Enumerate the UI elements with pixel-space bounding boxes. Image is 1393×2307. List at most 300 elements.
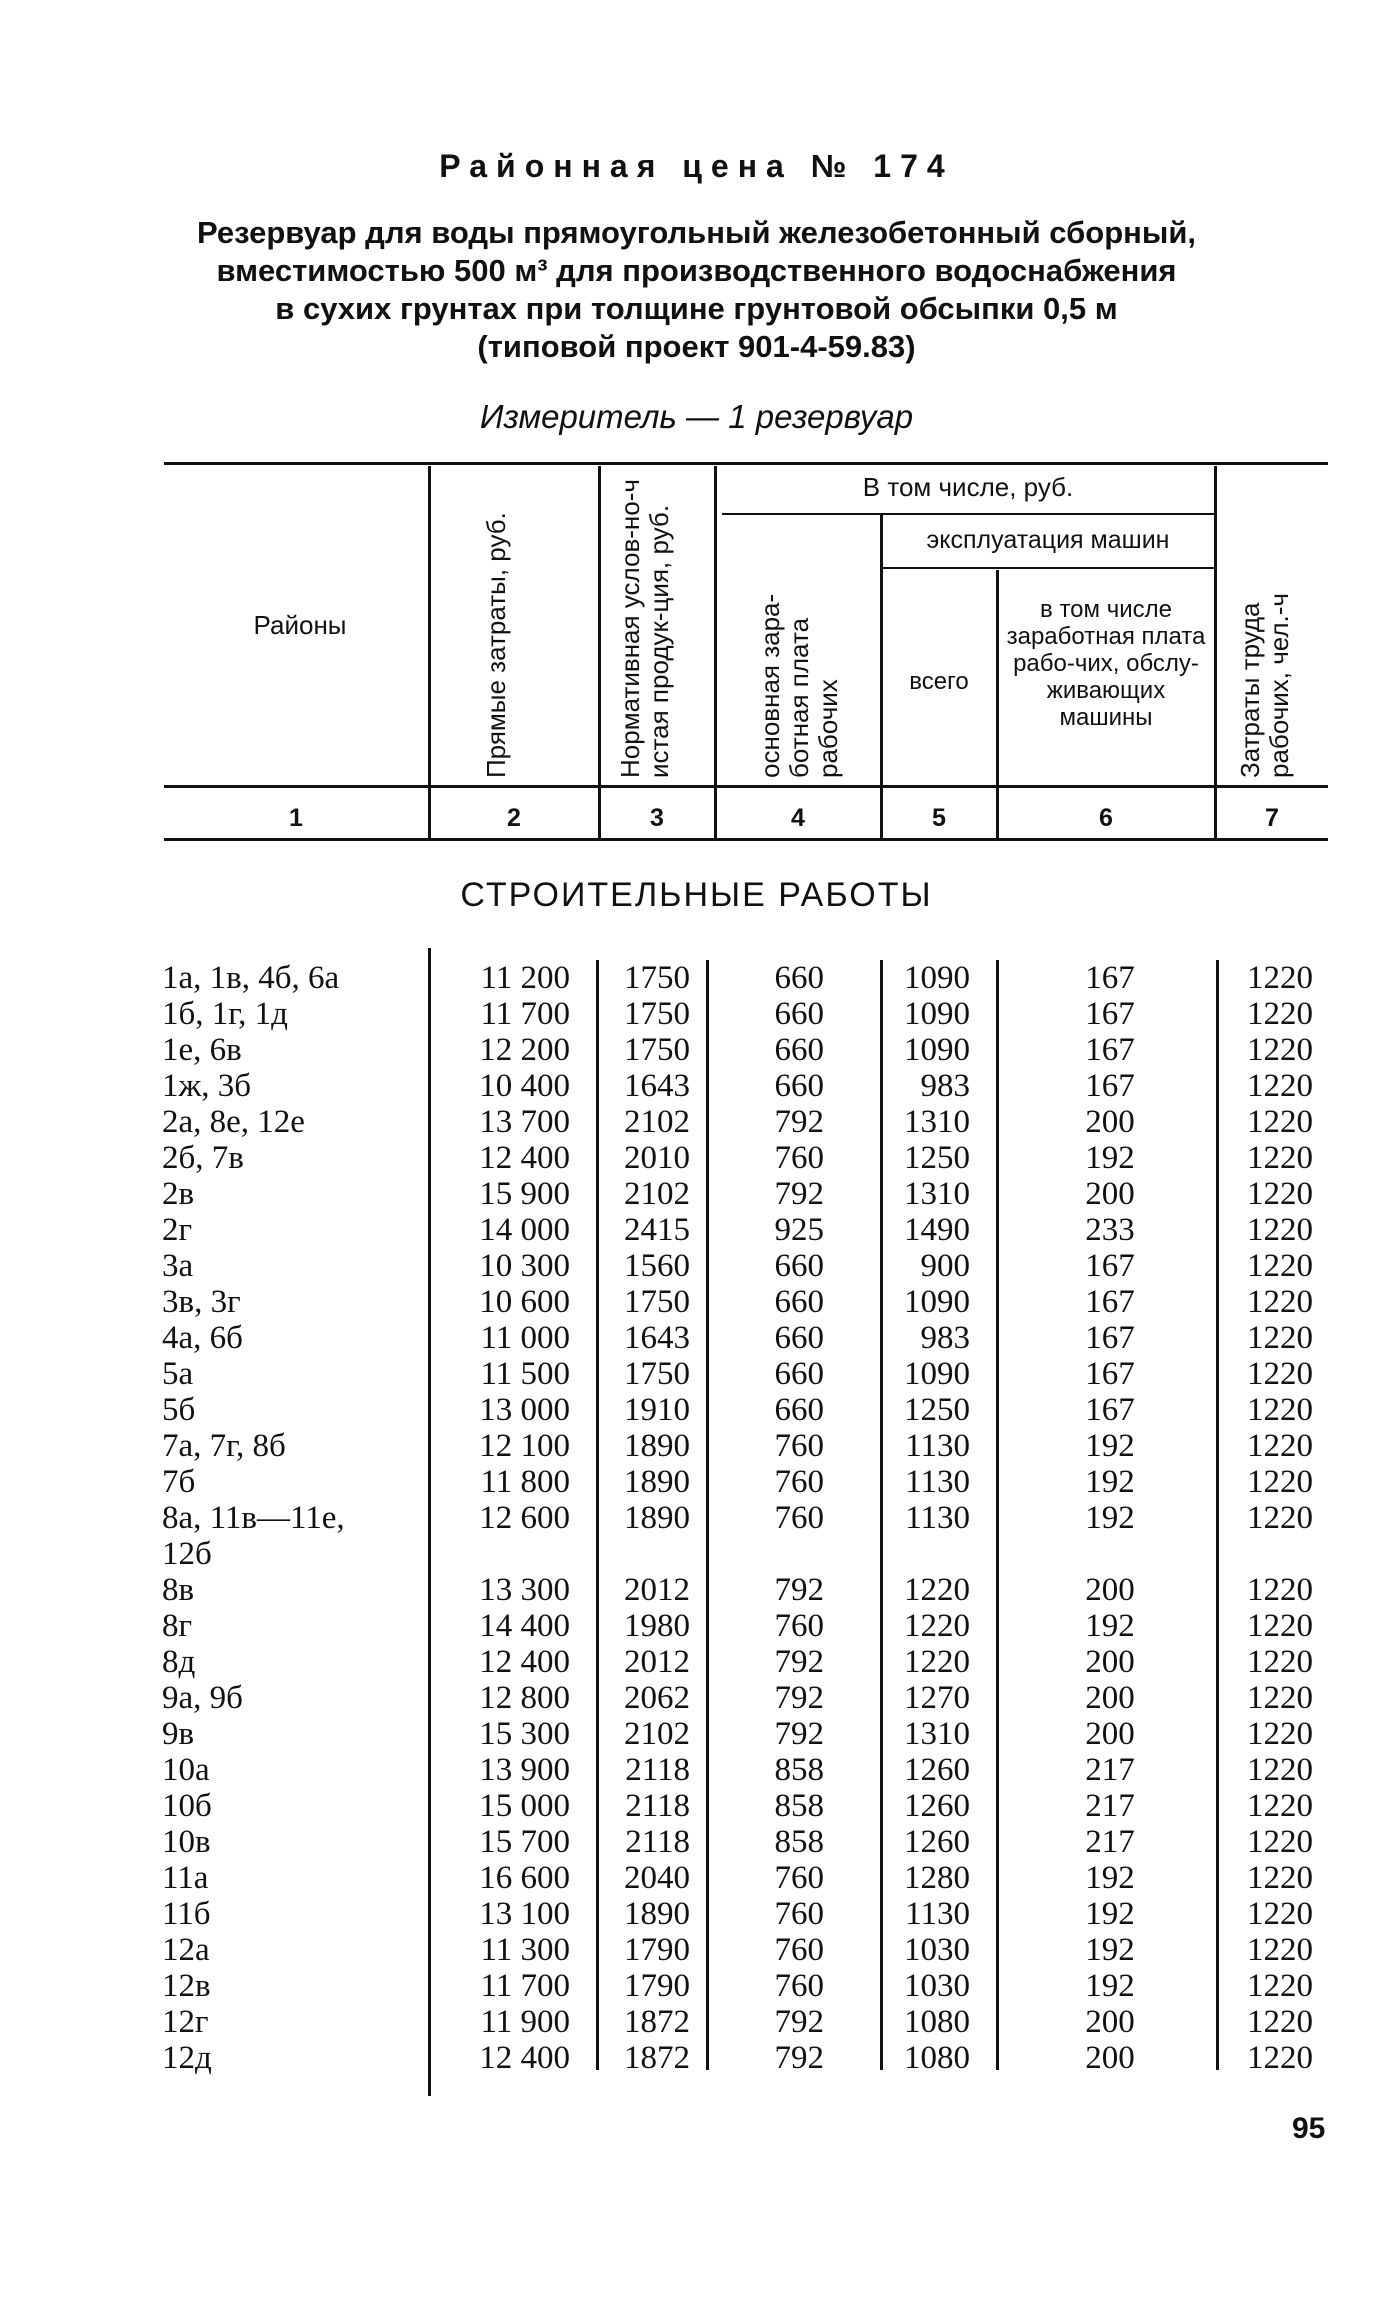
machine-wage-cell: 167 bbox=[1085, 1356, 1135, 1392]
machine-wage-cell: 192 bbox=[1085, 1896, 1135, 1932]
normative-products-cell: 1790 bbox=[624, 1932, 690, 1968]
base-wage-cell: 925 bbox=[774, 1212, 824, 1248]
column-number: 4 bbox=[791, 804, 805, 832]
machine-total-cell: 1220 bbox=[904, 1608, 970, 1644]
region-cell bbox=[162, 1860, 208, 1896]
normative-products-cell: 1890 bbox=[624, 1896, 690, 1932]
labor-cell: 1220 bbox=[1247, 1716, 1313, 1752]
machine-total-cell: 1250 bbox=[904, 1392, 970, 1428]
table-row bbox=[0, 1212, 1393, 1248]
table-row bbox=[0, 1608, 1393, 1644]
normative-products-cell: 1872 bbox=[624, 2040, 690, 2076]
base-wage-cell: 858 bbox=[774, 1752, 824, 1788]
machine-wage-cell: 200 bbox=[1085, 1716, 1135, 1752]
table-row bbox=[0, 996, 1393, 1032]
region-cell bbox=[162, 1932, 210, 1968]
table-row bbox=[0, 1824, 1393, 1860]
direct-costs-cell: 12 400 bbox=[479, 1644, 570, 1680]
region-cell bbox=[162, 2004, 209, 2040]
labor-cell: 1220 bbox=[1247, 1212, 1313, 1248]
region-line: 8а, 11в—11е, bbox=[162, 1500, 345, 1536]
labor-cell: 1220 bbox=[1247, 1608, 1313, 1644]
colnum-bottom-rule bbox=[164, 838, 1328, 841]
region-line: 7б bbox=[162, 1464, 196, 1500]
normative-products-cell: 1910 bbox=[624, 1392, 690, 1428]
normative-products-cell: 1750 bbox=[624, 960, 690, 996]
table-row bbox=[0, 2004, 1393, 2040]
description-line: (типовой проект 901-4-59.83) bbox=[477, 329, 916, 364]
machine-wage-cell: 167 bbox=[1085, 1032, 1135, 1068]
table-row bbox=[0, 1140, 1393, 1176]
direct-costs-cell: 12 600 bbox=[479, 1500, 570, 1536]
direct-costs-cell: 12 200 bbox=[479, 1032, 570, 1068]
machine-wage-cell: 192 bbox=[1085, 1860, 1135, 1896]
header-divider bbox=[1214, 466, 1217, 838]
column-number: 2 bbox=[507, 804, 521, 832]
region-cell bbox=[162, 1572, 194, 1608]
region-cell bbox=[162, 1104, 305, 1140]
base-wage-cell: 858 bbox=[774, 1788, 824, 1824]
machine-rule bbox=[882, 567, 1214, 569]
region-line: 1б, 1г, 1д bbox=[162, 996, 288, 1032]
normative-products-cell: 1872 bbox=[624, 2004, 690, 2040]
direct-costs-cell: 13 000 bbox=[479, 1392, 570, 1428]
machine-wage-cell: 167 bbox=[1085, 960, 1135, 996]
machine-wage-cell: 192 bbox=[1085, 1140, 1135, 1176]
normative-products-cell: 1980 bbox=[624, 1608, 690, 1644]
normative-products-cell: 2012 bbox=[624, 1644, 690, 1680]
region-cell bbox=[162, 1464, 195, 1500]
machine-wage-cell: 200 bbox=[1085, 1644, 1135, 1680]
machine-wage-header: в том числе заработная плата рабо-чих, обслу-живающих машины bbox=[1006, 596, 1206, 731]
region-cell bbox=[162, 1212, 192, 1248]
direct-costs-cell: 11 800 bbox=[480, 1464, 570, 1500]
machine-total-cell: 1130 bbox=[905, 1500, 970, 1536]
base-wage-cell: 792 bbox=[774, 2004, 824, 2040]
machine-wage-cell: 217 bbox=[1085, 1824, 1135, 1860]
base-wage-cell: 660 bbox=[774, 1248, 824, 1284]
region-line: 5а bbox=[162, 1356, 194, 1392]
direct-costs-cell: 12 400 bbox=[479, 1140, 570, 1176]
machine-total-cell: 900 bbox=[920, 1248, 970, 1284]
region-line: 8г bbox=[162, 1608, 193, 1644]
base-wage-cell: 760 bbox=[774, 1896, 824, 1932]
base-wage-cell: 792 bbox=[774, 1104, 824, 1140]
machine-total-cell: 1090 bbox=[904, 1284, 970, 1320]
labor-cell: 1220 bbox=[1247, 1680, 1313, 1716]
machine-total-cell: 1490 bbox=[904, 1212, 970, 1248]
table-row bbox=[0, 1932, 1393, 1968]
machine-total-cell: 1090 bbox=[904, 960, 970, 996]
column-number: 1 bbox=[289, 804, 303, 832]
labor-cell: 1220 bbox=[1247, 960, 1313, 996]
table-row bbox=[0, 1428, 1393, 1464]
labor-cell: 1220 bbox=[1247, 1572, 1313, 1608]
base-wage-cell: 660 bbox=[774, 996, 824, 1032]
normative-products-header: Нормативная услов-но-чистая продук-ция, руб. bbox=[615, 479, 674, 778]
header-divider bbox=[598, 466, 601, 838]
table-row bbox=[0, 1644, 1393, 1680]
machine-total-cell: 1310 bbox=[904, 1104, 970, 1140]
machine-wage-cell: 167 bbox=[1085, 1320, 1135, 1356]
labor-cell: 1220 bbox=[1247, 1284, 1313, 1320]
direct-costs-cell: 15 300 bbox=[479, 1716, 570, 1752]
table-row bbox=[0, 1716, 1393, 1752]
direct-costs-cell: 11 700 bbox=[480, 996, 570, 1032]
base-wage-cell: 792 bbox=[774, 1680, 824, 1716]
base-wage-header: основная зара-ботная плата рабочих bbox=[755, 593, 843, 778]
base-wage-cell: 760 bbox=[774, 1968, 824, 2004]
machine-total-cell: 983 bbox=[920, 1068, 970, 1104]
normative-products-cell: 2415 bbox=[624, 1212, 690, 1248]
labor-cell: 1220 bbox=[1247, 1248, 1313, 1284]
direct-costs-cell: 10 400 bbox=[479, 1068, 570, 1104]
table-row bbox=[0, 1968, 1393, 2004]
direct-costs-cell: 12 400 bbox=[479, 2040, 570, 2076]
normative-products-cell: 2118 bbox=[625, 1752, 690, 1788]
normative-products-cell: 1890 bbox=[624, 1464, 690, 1500]
machine-wage-cell: 167 bbox=[1085, 996, 1135, 1032]
region-line: 10в bbox=[162, 1824, 211, 1860]
table-row bbox=[0, 960, 1393, 996]
table-row bbox=[0, 1284, 1393, 1320]
column-number: 7 bbox=[1265, 804, 1279, 832]
section-title: СТРОИТЕЛЬНЫЕ РАБОТЫ bbox=[460, 876, 933, 914]
measure-unit: Измеритель — 1 резервуар bbox=[479, 398, 914, 435]
machine-total-cell: 1260 bbox=[904, 1824, 970, 1860]
region-line: 2а, 8е, 12е bbox=[162, 1104, 305, 1140]
region-cell bbox=[162, 1500, 345, 1572]
column-number: 3 bbox=[650, 804, 664, 832]
region-cell bbox=[162, 996, 288, 1032]
direct-costs-cell: 15 000 bbox=[479, 1788, 570, 1824]
machine-wage-cell: 200 bbox=[1085, 1176, 1135, 1212]
labor-cell: 1220 bbox=[1247, 1356, 1313, 1392]
table-row bbox=[0, 1068, 1393, 1104]
direct-costs-cell: 11 300 bbox=[480, 1932, 570, 1968]
labor-header: Затраты труда рабочих, чел.-ч bbox=[1235, 593, 1294, 778]
header-bottom-rule bbox=[164, 785, 1328, 788]
labor-cell: 1220 bbox=[1247, 1068, 1313, 1104]
region-cell bbox=[162, 1320, 243, 1356]
normative-products-cell: 2102 bbox=[624, 1716, 690, 1752]
direct-costs-cell: 11 200 bbox=[480, 960, 570, 996]
region-cell bbox=[162, 1068, 251, 1104]
normative-products-cell: 2012 bbox=[624, 1572, 690, 1608]
base-wage-cell: 660 bbox=[774, 960, 824, 996]
machine-total-cell: 1260 bbox=[904, 1788, 970, 1824]
table-row bbox=[0, 1320, 1393, 1356]
normative-products-cell: 1750 bbox=[624, 996, 690, 1032]
region-cell bbox=[162, 1248, 193, 1284]
region-cell bbox=[162, 1824, 211, 1860]
including-rule bbox=[722, 513, 1214, 515]
normative-products-cell: 1790 bbox=[624, 1968, 690, 2004]
table-row bbox=[0, 1176, 1393, 1212]
machine-total-cell: 1310 bbox=[904, 1716, 970, 1752]
machine-wage-cell: 167 bbox=[1085, 1284, 1135, 1320]
normative-products-cell: 2010 bbox=[624, 1140, 690, 1176]
base-wage-cell: 760 bbox=[774, 1608, 824, 1644]
direct-costs-cell: 11 500 bbox=[480, 1356, 570, 1392]
header-top-rule bbox=[164, 462, 1328, 465]
machine-total-cell: 1080 bbox=[904, 2040, 970, 2076]
header-divider bbox=[714, 466, 717, 838]
normative-products-cell: 1643 bbox=[624, 1068, 690, 1104]
machine-wage-cell: 217 bbox=[1085, 1788, 1135, 1824]
base-wage-cell: 792 bbox=[774, 1176, 824, 1212]
direct-costs-cell: 15 900 bbox=[479, 1176, 570, 1212]
machine-wage-cell: 192 bbox=[1085, 1932, 1135, 1968]
table-row bbox=[0, 1572, 1393, 1608]
table-row bbox=[0, 1032, 1393, 1068]
labor-cell: 1220 bbox=[1247, 1176, 1313, 1212]
machine-total-cell: 1220 bbox=[904, 1644, 970, 1680]
region-line: 5б bbox=[162, 1392, 196, 1428]
region-cell bbox=[162, 1392, 195, 1428]
direct-costs-cell: 12 100 bbox=[479, 1428, 570, 1464]
direct-costs-cell: 13 100 bbox=[479, 1896, 570, 1932]
table-row bbox=[0, 1680, 1393, 1716]
machine-wage-cell: 200 bbox=[1085, 1680, 1135, 1716]
table-row bbox=[0, 1392, 1393, 1428]
region-line: 2б, 7в bbox=[162, 1140, 244, 1176]
machine-total-cell: 1260 bbox=[904, 1752, 970, 1788]
column-number: 5 bbox=[932, 804, 946, 832]
labor-cell: 1220 bbox=[1247, 1500, 1313, 1536]
including-header: В том числе, руб. bbox=[862, 472, 1074, 502]
region-line: 1а, 1в, 4б, 6а bbox=[162, 960, 340, 996]
machine-total-cell: 1270 bbox=[904, 1680, 970, 1716]
base-wage-cell: 792 bbox=[774, 1644, 824, 1680]
machine-total-cell: 1130 bbox=[905, 1896, 970, 1932]
region-line: 10а bbox=[162, 1752, 210, 1788]
normative-products-cell: 2102 bbox=[624, 1104, 690, 1140]
base-wage-cell: 760 bbox=[774, 1500, 824, 1536]
machine-total-header: всего bbox=[909, 668, 969, 695]
header-divider bbox=[428, 466, 431, 838]
machine-total-cell: 1090 bbox=[904, 1032, 970, 1068]
normative-products-cell: 1890 bbox=[624, 1500, 690, 1536]
labor-cell: 1220 bbox=[1247, 2040, 1313, 2076]
region-cell bbox=[162, 1428, 286, 1464]
machine-wage-cell: 192 bbox=[1085, 1968, 1135, 2004]
region-cell bbox=[162, 1716, 194, 1752]
region-line: 12б bbox=[162, 1536, 212, 1572]
region-line: 9в bbox=[162, 1716, 195, 1752]
normative-products-cell: 2118 bbox=[625, 1788, 690, 1824]
region-line: 8д bbox=[162, 1644, 196, 1680]
region-cell bbox=[162, 1140, 244, 1176]
normative-products-cell: 2102 bbox=[624, 1176, 690, 1212]
region-cell bbox=[162, 1608, 192, 1644]
base-wage-cell: 660 bbox=[774, 1068, 824, 1104]
base-wage-cell: 792 bbox=[774, 1716, 824, 1752]
machine-total-cell: 1250 bbox=[904, 1140, 970, 1176]
direct-costs-cell: 11 900 bbox=[480, 2004, 570, 2040]
regions-header: Районы bbox=[253, 610, 347, 640]
region-line: 3в, 3г bbox=[162, 1284, 241, 1320]
machine-operation-header: эксплуатация машин bbox=[926, 526, 1170, 554]
labor-cell: 1220 bbox=[1247, 1932, 1313, 1968]
normative-products-cell: 1890 bbox=[624, 1428, 690, 1464]
machine-wage-cell: 192 bbox=[1085, 1608, 1135, 1644]
table-row bbox=[0, 1356, 1393, 1392]
machine-wage-cell: 167 bbox=[1085, 1068, 1135, 1104]
column-number: 6 bbox=[1099, 804, 1113, 832]
labor-cell: 1220 bbox=[1247, 1428, 1313, 1464]
base-wage-cell: 660 bbox=[774, 1284, 824, 1320]
machine-wage-cell: 200 bbox=[1085, 1104, 1135, 1140]
base-wage-cell: 660 bbox=[774, 1356, 824, 1392]
base-wage-cell: 760 bbox=[774, 1464, 824, 1500]
labor-cell: 1220 bbox=[1247, 1896, 1313, 1932]
machine-wage-cell: 233 bbox=[1085, 1212, 1135, 1248]
region-cell bbox=[162, 2040, 212, 2076]
page-number: 95 bbox=[1292, 2112, 1326, 2145]
table-row bbox=[0, 1500, 1393, 1572]
machine-total-cell: 1220 bbox=[904, 1572, 970, 1608]
base-wage-cell: 760 bbox=[774, 1428, 824, 1464]
region-cell bbox=[162, 1968, 211, 2004]
direct-costs-cell: 16 600 bbox=[479, 1860, 570, 1896]
region-cell bbox=[162, 960, 339, 996]
base-wage-cell: 760 bbox=[774, 1140, 824, 1176]
table-row bbox=[0, 1248, 1393, 1284]
region-line: 11а bbox=[162, 1860, 209, 1896]
labor-cell: 1220 bbox=[1247, 1464, 1313, 1500]
region-line: 8в bbox=[162, 1572, 195, 1608]
table-row bbox=[0, 1104, 1393, 1140]
normative-products-cell: 1750 bbox=[624, 1032, 690, 1068]
direct-costs-cell: 11 700 bbox=[480, 1968, 570, 2004]
region-line: 12д bbox=[162, 2040, 212, 2076]
region-line: 7а, 7г, 8б bbox=[162, 1428, 286, 1464]
base-wage-cell: 660 bbox=[774, 1392, 824, 1428]
table-row bbox=[0, 1752, 1393, 1788]
region-line: 12г bbox=[162, 2004, 209, 2040]
machine-total-cell: 1310 bbox=[904, 1176, 970, 1212]
base-wage-cell: 760 bbox=[774, 1932, 824, 1968]
page-title: Районная цена № 174 bbox=[439, 148, 954, 184]
normative-products-cell: 1750 bbox=[624, 1356, 690, 1392]
machine-wage-cell: 200 bbox=[1085, 2040, 1135, 2076]
machine-wage-cell: 192 bbox=[1085, 1500, 1135, 1536]
direct-costs-header: Прямые затраты, руб. bbox=[481, 512, 511, 778]
labor-cell: 1220 bbox=[1247, 1032, 1313, 1068]
base-wage-cell: 660 bbox=[774, 1320, 824, 1356]
machine-total-cell: 1280 bbox=[904, 1860, 970, 1896]
table-row bbox=[0, 1860, 1393, 1896]
region-line: 3а bbox=[162, 1248, 194, 1284]
machine-total-cell: 1030 bbox=[904, 1968, 970, 2004]
region-cell bbox=[162, 1680, 243, 1716]
machine-total-cell: 1090 bbox=[904, 996, 970, 1032]
labor-cell: 1220 bbox=[1247, 1644, 1313, 1680]
normative-products-cell: 1750 bbox=[624, 1284, 690, 1320]
machine-wage-cell: 192 bbox=[1085, 1428, 1135, 1464]
region-line: 1е, 6в bbox=[162, 1032, 242, 1068]
direct-costs-cell: 10 600 bbox=[479, 1284, 570, 1320]
region-cell bbox=[162, 1752, 210, 1788]
base-wage-cell: 792 bbox=[774, 2040, 824, 2076]
base-wage-cell: 858 bbox=[774, 1824, 824, 1860]
region-cell bbox=[162, 1032, 242, 1068]
base-wage-cell: 792 bbox=[774, 1572, 824, 1608]
description-line: вместимостью 500 м³ для производственного водоснабжения bbox=[216, 253, 1177, 288]
region-line: 12в bbox=[162, 1968, 211, 2004]
labor-cell: 1220 bbox=[1247, 1392, 1313, 1428]
direct-costs-cell: 10 300 bbox=[479, 1248, 570, 1284]
machine-wage-cell: 167 bbox=[1085, 1392, 1135, 1428]
direct-costs-cell: 13 900 bbox=[479, 1752, 570, 1788]
direct-costs-cell: 14 400 bbox=[479, 1608, 570, 1644]
region-cell bbox=[162, 1176, 194, 1212]
machine-total-cell: 1080 bbox=[904, 2004, 970, 2040]
table-row bbox=[0, 2040, 1393, 2076]
region-cell bbox=[162, 1356, 193, 1392]
region-line: 1ж, 3б bbox=[162, 1068, 252, 1104]
base-wage-cell: 660 bbox=[774, 1032, 824, 1068]
labor-cell: 1220 bbox=[1247, 1860, 1313, 1896]
table-body bbox=[0, 960, 1393, 2076]
labor-cell: 1220 bbox=[1247, 1968, 1313, 2004]
normative-products-cell: 2118 bbox=[625, 1824, 690, 1860]
labor-cell: 1220 bbox=[1247, 2004, 1313, 2040]
table-row bbox=[0, 1464, 1393, 1500]
region-cell bbox=[162, 1284, 241, 1320]
machine-total-cell: 1090 bbox=[904, 1356, 970, 1392]
direct-costs-cell: 11 000 bbox=[480, 1320, 570, 1356]
machine-wage-cell: 200 bbox=[1085, 1572, 1135, 1608]
direct-costs-cell: 13 700 bbox=[479, 1104, 570, 1140]
labor-cell: 1220 bbox=[1247, 1320, 1313, 1356]
machine-wage-cell: 200 bbox=[1085, 2004, 1135, 2040]
machine-total-cell: 1130 bbox=[905, 1464, 970, 1500]
machine-total-cell: 1030 bbox=[904, 1932, 970, 1968]
labor-cell: 1220 bbox=[1247, 1788, 1313, 1824]
machine-total-cell: 1130 bbox=[905, 1428, 970, 1464]
machine-wage-cell: 192 bbox=[1085, 1464, 1135, 1500]
table-row bbox=[0, 1788, 1393, 1824]
region-line: 9а, 9б bbox=[162, 1680, 243, 1716]
region-line: 4а, 6б bbox=[162, 1320, 243, 1356]
header-divider bbox=[996, 570, 999, 838]
machine-total-cell: 983 bbox=[920, 1320, 970, 1356]
normative-products-cell: 1643 bbox=[624, 1320, 690, 1356]
labor-cell: 1220 bbox=[1247, 996, 1313, 1032]
labor-cell: 1220 bbox=[1247, 1140, 1313, 1176]
direct-costs-cell: 15 700 bbox=[479, 1824, 570, 1860]
machine-wage-cell: 167 bbox=[1085, 1248, 1135, 1284]
region-line: 2г bbox=[162, 1212, 193, 1248]
labor-cell: 1220 bbox=[1247, 1824, 1313, 1860]
description-line: в сухих грунтах при толщине грунтовой обсыпки 0,5 м bbox=[275, 291, 1118, 326]
region-cell bbox=[162, 1788, 212, 1824]
region-line: 11б bbox=[162, 1896, 211, 1932]
description-line: Резервуар для воды прямоугольный железобетонный сборный, bbox=[196, 215, 1197, 250]
labor-cell: 1220 bbox=[1247, 1752, 1313, 1788]
base-wage-cell: 760 bbox=[774, 1860, 824, 1896]
direct-costs-cell: 14 000 bbox=[479, 1212, 570, 1248]
region-cell bbox=[162, 1644, 195, 1680]
table-row bbox=[0, 1896, 1393, 1932]
direct-costs-cell: 12 800 bbox=[479, 1680, 570, 1716]
normative-products-cell: 2062 bbox=[624, 1680, 690, 1716]
region-line: 2в bbox=[162, 1176, 195, 1212]
region-line: 10б bbox=[162, 1788, 212, 1824]
direct-costs-cell: 13 300 bbox=[479, 1572, 570, 1608]
